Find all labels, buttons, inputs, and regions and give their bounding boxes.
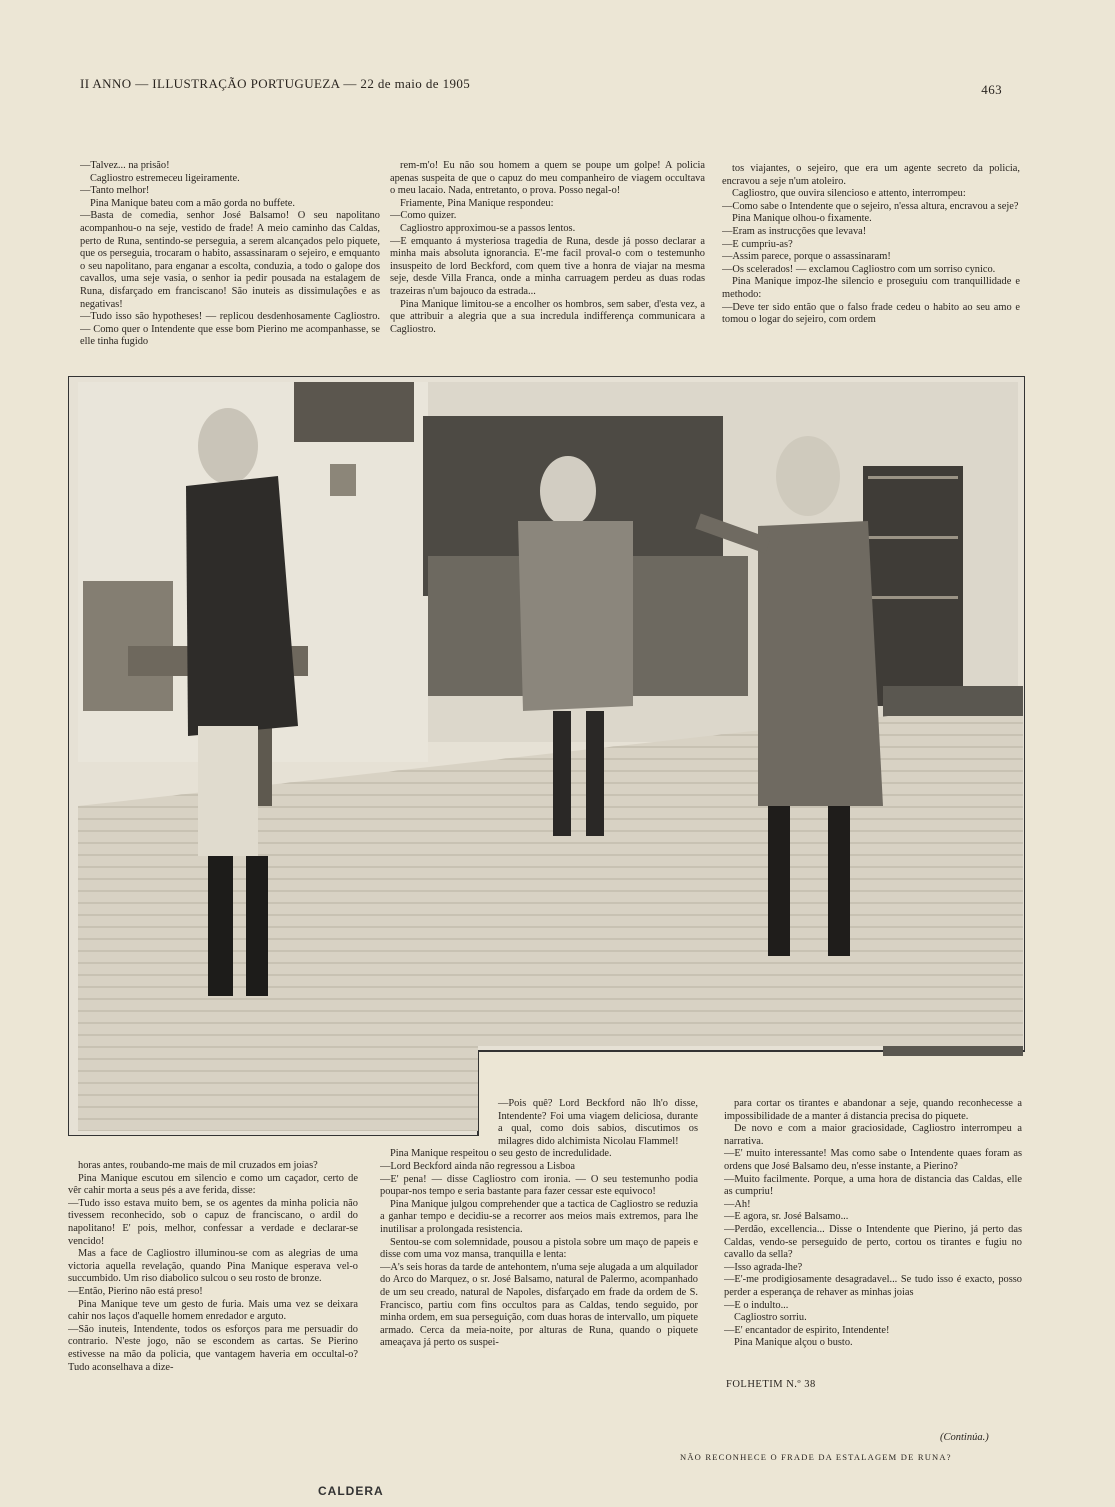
paragraph: tos viajantes, o sejeiro, que era um agente secreto da policia, encravou a seje n'um atoleiro.	[722, 163, 1020, 187]
paragraph: rem-m'o! Eu não sou homem a quem se poupe um golpe! A policia apenas suspeita de que o capuz do meu companheiro de viagem occultava o meu lacaio. Nada, entretanto, o prova. Posso negal-o!	[390, 160, 705, 197]
folhetim-number: FOLHETIM N.º 38	[726, 1379, 816, 1390]
paragraph: —Lord Beckford ainda não regressou a Lisboa	[380, 1160, 576, 1172]
text-column-bottom-2	[380, 1098, 698, 1448]
paragraph: Pina Manique teve um gesto de furia. Mais uma vez se deixara cahir nos laços d'aquelle homem enredador e arguto.	[68, 1298, 358, 1323]
paragraph: Pina Manique olhou-o fixamente.	[732, 213, 872, 225]
paragraph: Pina Manique bateu com a mão gorda no buffete.	[90, 197, 295, 209]
paragraph: Pina Manique julgou comprehender que a tactica de Cagliostro se reduzia a ganhar tempo e decidiu-se a recorrer aos meios mais extremos, para lhe inutilisar a prolongada resistencia.	[380, 1198, 698, 1235]
paragraph: De novo e com a maior graciosidade, Cagliostro interrompeu a narrativa.	[724, 1123, 1022, 1147]
paragraph: —Pois quê? Lord Beckford não lh'o disse, Intendente? Foi uma viagem deliciosa, durante a qual, como dois sabios, discutimos os milagres dido alchimista Nicolau Flammel!	[498, 1098, 698, 1147]
paragraph: Pina Manique impoz-lhe silencio e proseguiu com tranquillidade e methodo:	[722, 276, 1020, 300]
paragraph: Pina Manique limitou-se a encolher os hombros, sem saber, d'esta vez, a que attribuir a alegria que a sua incredula indifferença communicara a Cagliostro.	[390, 298, 705, 335]
paragraph: horas antes, roubando-me mais de mil cruzados em joias?	[78, 1160, 318, 1171]
paragraph: —Tudo isso estava muito bem, se os agentes da minha policia não tivessem reconhecido, sob o capuz de franciscano, o ardil do napolitano! E' pois, melhor, confessar a verdade e declarar-se vencido!	[68, 1197, 358, 1247]
paragraph: —E' muito interessante! Mas como sabe o Intendente quaes foram as ordens que José Balsamo deu, n'esse instante, a Pierino?	[724, 1148, 1022, 1172]
paragraph: —Assim parece, porque o assassinaram!	[722, 251, 891, 263]
paragraph: Cagliostro sorriu.	[734, 1312, 807, 1324]
paragraph: —E cumpriu-as?	[722, 238, 793, 250]
paragraph: —E o indulto...	[724, 1299, 789, 1311]
text-column-top-3	[722, 163, 1020, 363]
text-column-bottom-3	[724, 1098, 1022, 1458]
paragraph: Cagliostro estremeceu ligeiramente.	[90, 172, 240, 184]
paragraph: —E' encantador de espirito, Intendente!	[724, 1324, 890, 1336]
text-column-bottom-1	[68, 1160, 358, 1460]
paragraph: —Isso agrada-lhe?	[724, 1261, 803, 1273]
paragraph: —E emquanto á mysteriosa tragedia de Runa, desde já posso declarar a minha mais absoluta ignorancia. E'-me facil proval-o com o testemunho insuspeito de lord Beckford, com quem tive a honra de viajar na mesma seje, desde Villa Franca, onde a minha carruagem perdeu as duas rodas trazeiras n'um bajouco da estrada...	[390, 235, 705, 297]
page-header	[80, 76, 1010, 98]
paragraph: —Perdão, excellencia... Disse o Intendente que Pierino, já perto das Caldas, vendo-se perseguido de perto, cortou os tirantes e fugiu no cavallo da sella?	[724, 1223, 1022, 1261]
paragraph: Pina Manique alçou o busto.	[734, 1337, 853, 1349]
paragraph: —Basta de comedia, senhor José Balsamo! O seu napolitano acompanhou-o na seje, vestido de frade! A meio caminho das Caldas, perto de Runa, sentindo-se perseguia, a serem alcançados pelo piquete, que os perseguia, trocaram o habito, assassinaram o sejeiro, e emquanto o seu napolitano, para enganar a escolta, conduzia, a todo o galope dos cavallos, uma seje vasia, o senhor ia pedir pousada na estalagem de Runa, disfarçado em franciscano! São inuteis as dissimulações e as negativas!	[80, 210, 380, 310]
paragraph: —Os scelerados! — exclamou Cagliostro com um sorriso cynico.	[722, 263, 996, 275]
paragraph: Sentou-se com solemnidade, pousou a pistola sobre um maço de papeis e disse com uma voz mansa, tranquilla e lenta:	[380, 1236, 698, 1261]
paragraph: —Tanto melhor!	[80, 185, 150, 197]
paragraph: —São inuteis, Intendente, todos os esforços para me persuadir do contrario. N'este jogo, não se escondem as cartas. Se Pierino estivesse na mão da policia, que vantagem haveria em occultal-o? Tudo aconselhava a dize-	[68, 1323, 358, 1373]
paragraph: —Ah!	[724, 1198, 751, 1210]
continued-note: (Continúa.)	[940, 1432, 989, 1443]
paragraph: —Tudo isso são hypotheses! — replicou desdenhosamente Cagliostro. — Como quer o Intendente que esse bom Pierino me acompanhasse, se elle tinha fugido	[80, 311, 380, 348]
artist-signature: CALDERA	[318, 1484, 384, 1498]
paragraph: Pina Manique respeitou o seu gesto de incredulidade.	[390, 1148, 612, 1160]
paragraph: —E agora, sr. José Balsamo...	[724, 1211, 849, 1223]
paragraph: Cagliostro, que ouvira silencioso e attento, interrompeu:	[732, 188, 966, 200]
illustration-caption: NÃO RECONHECE O FRADE DA ESTALAGEM DE RUNA?	[680, 1452, 952, 1462]
illustration-drawing	[68, 376, 1025, 1136]
text-column-top-1	[80, 160, 380, 360]
paragraph: —A's seis horas da tarde de antehontem, n'uma seje alugada a um alquilador do Arco do Marquez, o sr. José Balsamo, natural de Palermo, acompanhado de um seu creado, natural de Napoles, disfarçado em frade da ordem de S. Francisco, partiu com fins occultos para as Caldas, tendo seguido, por minha ordem, em sua perseguição, com duas horas de intervallo, um piquete armado. Cerca da meia-noite, por alturas de Runa, quando o piquete ameaçava já perto os suspei-	[380, 1261, 698, 1349]
running-title: II ANNO — ILLUSTRAÇÃO PORTUGUEZA — 22 de maio de 1905	[80, 76, 471, 91]
paragraph: Mas a face de Cagliostro illuminou-se com as alegrias de uma victoria aquella revelação, quando Pina Manique esperava vel-o succumbido. Um riso diabolico sulcou o seu rosto de bronze.	[68, 1248, 358, 1285]
paragraph: para cortar os tirantes e abandonar a seje, quando reconhecesse a impossibilidade de a manter á distancia precisa do piquete.	[724, 1098, 1022, 1122]
paragraph: —Muito facilmente. Porque, a uma hora de distancia das Caldas, elle as cumpriu!	[724, 1173, 1022, 1198]
paragraph: —E'-me prodigiosamente desagradavel... Se tudo isso é exacto, posso perder a esperança de rehaver as minhas joias	[724, 1274, 1022, 1298]
paragraph: —Talvez... na prisão!	[80, 160, 170, 171]
paragraph: —Deve ter sido então que o falso frade cedeu o habito ao seu amo e tomou o logar do sejeiro, com ordem	[722, 301, 1020, 326]
paragraph: Cagliostro approximou-se a passos lentos.	[400, 222, 576, 234]
paragraph: —Como sabe o Intendente que o sejeiro, n'essa altura, encravou a seje?	[722, 200, 1019, 212]
paragraph: —Eram as instrucções que levava!	[722, 225, 867, 237]
paragraph: Friamente, Pina Manique respondeu:	[400, 197, 554, 209]
paragraph: Pina Manique escutou em silencio e como um caçador, certo de vêr cahir morta a seus pés a ave ferida, disse:	[68, 1172, 358, 1197]
text-column-top-2	[390, 160, 705, 360]
paragraph: —E' pena! — disse Cagliostro com ironia. — O seu testemunho podia poupar-nos tempo e seria bastante para fazer cessar este equivoco!	[380, 1173, 698, 1198]
paragraph: —Então, Pierino não está preso!	[68, 1285, 203, 1297]
page-number: 463	[981, 82, 1002, 97]
paragraph: —Como quizer.	[390, 210, 457, 222]
